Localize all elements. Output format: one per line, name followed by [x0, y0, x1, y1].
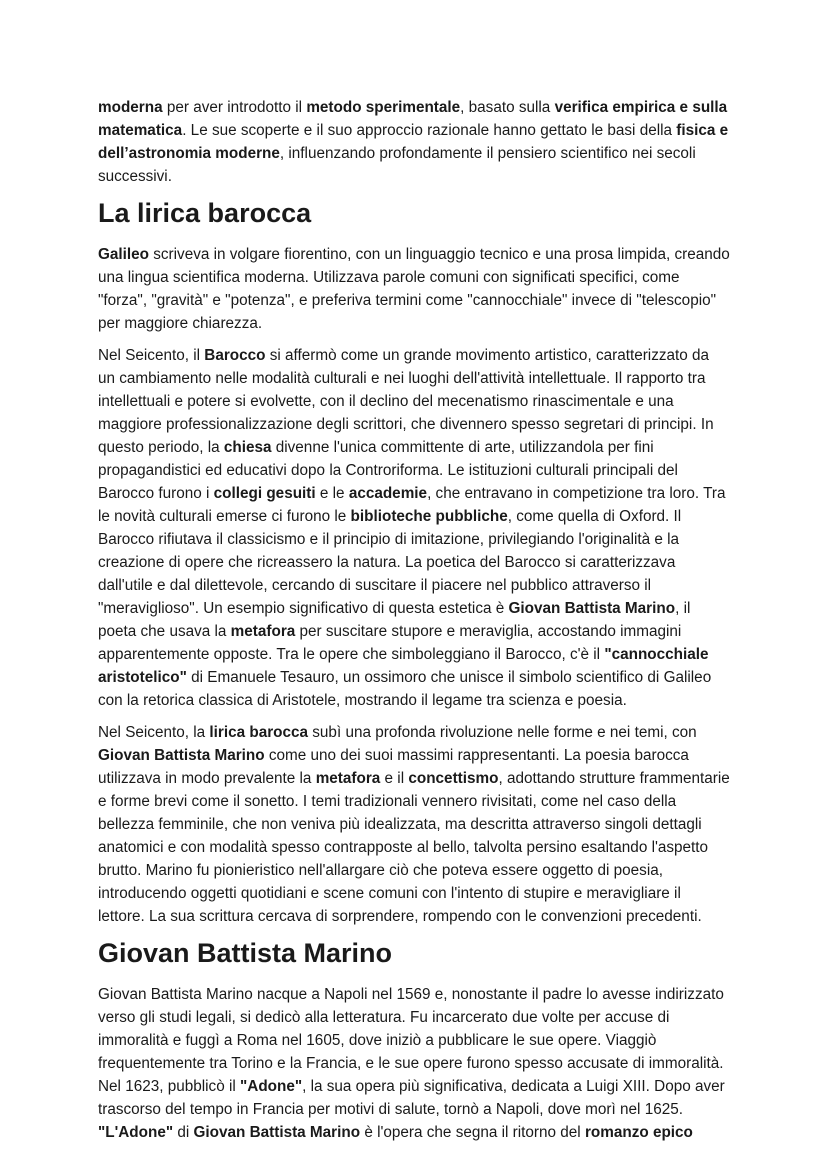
text-run: Nel Seicento, il	[98, 347, 205, 364]
paragraph	[98, 721, 730, 928]
bold-text-run: verifica empirica e sulla matematica	[98, 99, 728, 139]
bold-text-run: metafora	[315, 770, 381, 787]
paragraph	[98, 96, 730, 188]
text-run: per aver introdotto il	[162, 99, 307, 116]
text-run: , come quella di Oxford. Il Barocco rifiutava il classicismo e il principio di imitazione, privilegiando l'originalità e la creazione di opere che ricreassero la natura. La poetica del Barocco si caratterizzava dall'utile e dal dilettevole, cercando di suscitare il piacere nel pubblico attraverso il "meraviglioso". Un esempio significativo di questa estetica è	[98, 508, 682, 617]
text-run: . Le sue scoperte e il suo approccio razionale hanno gettato le basi della	[182, 122, 677, 139]
bold-text-run: biblioteche pubbliche	[350, 508, 508, 525]
text-run: Giovan Battista Marino nacque a Napoli nel 1569 e, nonostante il padre lo avesse indirizzato verso gli studi legali, si dedicò alla letteratura. Fu incarcerato due volte per accuse di immoralità e fuggì a Roma nel 1605, dove iniziò a pubblicare le sue opere. Viaggiò frequentemente tra Torino e la Francia, e le sue opere furono spesso accusate di immoralità. Nel 1623, pubblicò il	[98, 986, 724, 1095]
bold-text-run: Giovan Battista Marino	[98, 938, 393, 968]
text-run: di Emanuele Tesauro, un ossimoro che unisce il simbolo scientifico di Galileo con la retorica classica di Aristotele, mostrando il legame tra scienza e poesia.	[98, 669, 712, 709]
document-content	[98, 96, 730, 1144]
bold-text-run: Giovan Battista Marino	[193, 1124, 361, 1141]
text-run: , adottando strutture frammentarie e forme brevi come il sonetto. I temi tradizionali vennero rivisitati, come nel caso della bellezza femminile, che non veniva più idealizzata, ma descritta attraverso singoli dettagli anatomici e con modalità spesso contrapposte al bello, talvolta persino esaltando l'aspetto brutto. Marino fu pionieristico nell'allargare ciò che poteva essere oggetto di poesia, introducendo oggetti quotidiani e scene comuni con l'intento di stupire e meravigliare il lettore. La sua scrittura cercava di sorprendere, rompendo con le convenzioni precedenti.	[98, 770, 730, 925]
bold-text-run: moderna	[98, 99, 163, 116]
bold-text-run: La lirica barocca	[98, 198, 312, 228]
text-run: , basato sulla	[460, 99, 555, 116]
text-run: , la sua opera più significativa, dedicata a Luigi XIII. Dopo aver trascorso del tempo in Francia per motivi di salute, tornò a Napoli, dove morì nel 1625.	[98, 1078, 725, 1118]
section-heading	[98, 937, 730, 969]
text-run: è l'opera che segna il ritorno del	[360, 1124, 585, 1141]
bold-text-run: Barocco	[204, 347, 266, 364]
bold-text-run: Giovan Battista Marino	[98, 747, 265, 764]
text-run: e le	[315, 485, 349, 502]
bold-text-run: metodo sperimentale	[306, 99, 461, 116]
text-run: , il poeta che usava la	[98, 600, 691, 640]
text-run: e il	[380, 770, 409, 787]
paragraph	[98, 983, 730, 1144]
paragraph	[98, 344, 730, 712]
bold-text-run: lirica barocca	[209, 724, 309, 741]
text-run: Nel Seicento, la	[98, 724, 210, 741]
bold-text-run: Galileo	[98, 246, 150, 263]
paragraph	[98, 243, 730, 335]
text-run: divenne l'unica committente di arte, utilizzandola per fini propagandistici ed educativi dopo la Controriforma. Le istituzioni culturali principali del Barocco furono i	[98, 439, 678, 502]
bold-text-run: "Adone"	[240, 1078, 303, 1095]
bold-text-run: romanzo epico	[584, 1124, 693, 1141]
text-run: , influenzando profondamente il pensiero scientifico nei secoli successivi.	[98, 145, 696, 185]
bold-text-run: "L'Adone"	[98, 1124, 174, 1141]
text-run: per suscitare stupore e meraviglia, accostando immagini apparentemente opposte. Tra le opere che simboleggiano il Barocco, c'è il	[98, 623, 682, 663]
text-run: , che entravano in competizione tra loro. Tra le novità culturali emerse ci furono le	[98, 485, 726, 525]
bold-text-run: chiesa	[223, 439, 272, 456]
bold-text-run: fisica e dell’astronomia moderne	[98, 122, 729, 162]
bold-text-run: "cannocchiale aristotelico"	[98, 646, 709, 686]
text-run: subì una profonda rivoluzione nelle forme e nei temi, con	[308, 724, 697, 741]
bold-text-run: collegi gesuiti	[213, 485, 316, 502]
bold-text-run: accademie	[348, 485, 428, 502]
bold-text-run: metafora	[230, 623, 296, 640]
text-run: scriveva in volgare fiorentino, con un linguaggio tecnico e una prosa limpida, creando una lingua scientifica moderna. Utilizzava parole comuni con significati specifici, come "forza", "gravità" e "potenza", e preferiva termini come "cannocchiale" invece di "telescopio" per maggiore chiarezza.	[98, 246, 730, 332]
section-heading	[98, 197, 730, 229]
text-run: di	[173, 1124, 194, 1141]
bold-text-run: Giovan Battista Marino	[508, 600, 676, 617]
bold-text-run: concettismo	[408, 770, 499, 787]
text-run: come uno dei suoi massimi rappresentanti. La poesia barocca utilizzava in modo prevalente la	[98, 747, 689, 787]
text-run: si affermò come un grande movimento artistico, caratterizzato da un cambiamento nelle modalità culturali e nei luoghi dell'attività intellettuale. Il rapporto tra intellettuali e potere si evolvette, con il declino del mecenatismo rinascimentale e una maggiore professionalizzazione degli scrittori, che divennero spesso segretari di principi. In questo periodo, la	[98, 347, 714, 456]
